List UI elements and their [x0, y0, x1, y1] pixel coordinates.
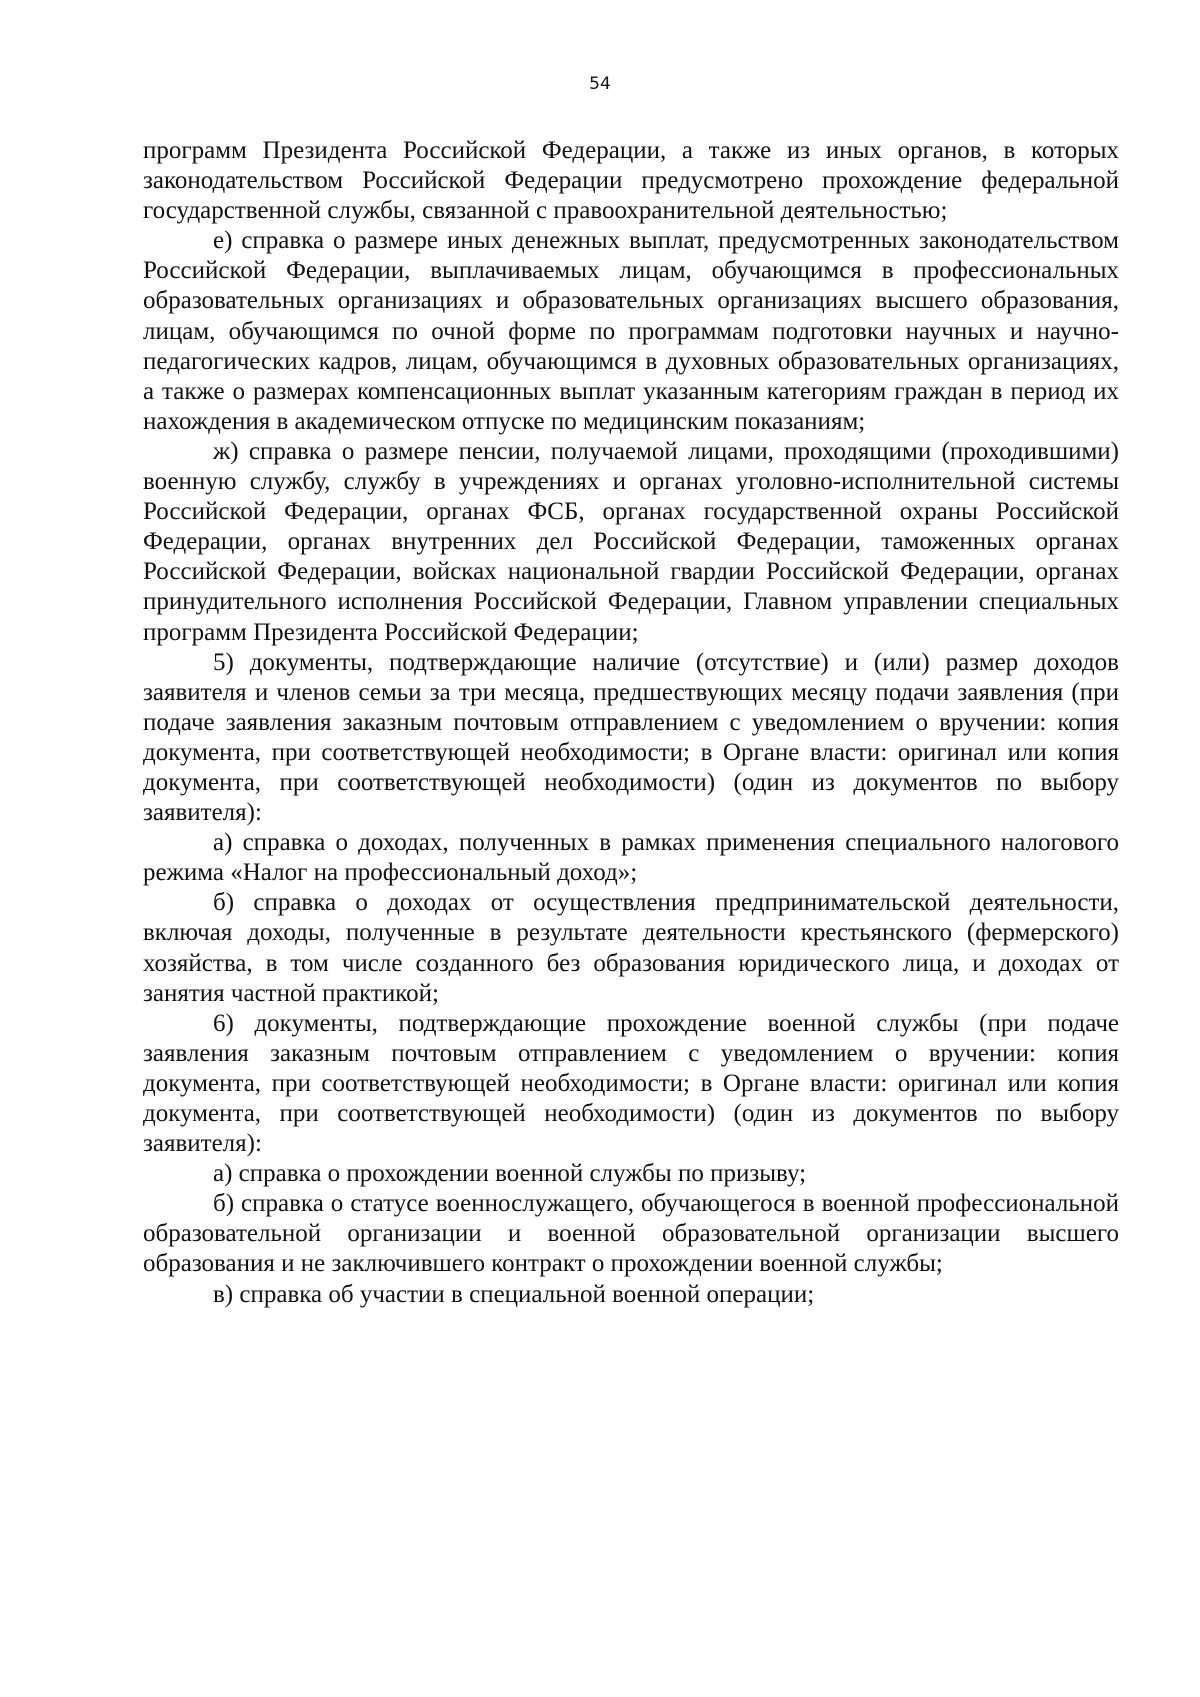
paragraph-continuation: программ Президента Российской Федерации, а также из иных органов, в которых законодательством Российской Федерации предусмотрено прохождение федеральной государственной службы, связанной с правоохранительной деятельностью;: [143, 137, 1119, 225]
paragraph-item-6v: в) справка об участии в специальной военной операции;: [213, 1280, 815, 1308]
paragraph-item-6a: а) справка о прохождении военной службы по призыву;: [213, 1160, 807, 1188]
paragraph-item-e: е) справка о размере иных денежных выплат, предусмотренных законодательством Российской Федерации, выплачиваемых лицам, обучающимся в профессиональных образовательных организациях и образовательных организациях высшего образования, лицам, обучающимся по очной форме по программам подготовки научных и научно-педагогических кадров, лицам, обучающимся в духовных образовательных организациях, а также о размерах компенсационных выплат указанным категориям граждан в период их нахождения в академическом отпуске по медицинским показаниям;: [143, 227, 1119, 435]
document-body: [143, 136, 1119, 1310]
page-number: 54: [589, 74, 611, 94]
paragraph-item-6: 6) документы, подтверждающие прохождение военной службы (при подаче заявления заказным почтовым отправлением с уведомлением о вручении: копия документа, при соответствующей необходимости; в Органе власти: оригинал или копия документа, при соответствующей необходимости) (один из документов по выбору заявителя):: [143, 1009, 1119, 1158]
paragraph-item-5b: б) справка о доходах от осуществления предпринимательской деятельности, включая доходы, полученные в результате деятельности крестьянского (фермерского) хозяйства, в том числе созданного без образования юридического лица, и доходах от занятия частной практикой;: [143, 889, 1119, 1007]
paragraph-item-6b: б) справка о статусе военнослужащего, обучающегося в военной профессиональной образовательной организации и военной образовательной организации высшего образования и не заключившего контракт о прохождении военной службы;: [143, 1190, 1119, 1278]
paragraph-item-zh: ж) справка о размере пенсии, получаемой лицами, проходящими (проходившими) военную службу, службу в учреждениях и органах уголовно-исполнительной системы Российской Федерации, органах ФСБ, органах государственной охраны Российской Федерации, органах внутренних дел Российской Федерации, таможенных органах Российской Федерации, войсках национальной гвардии Российской Федерации, органах принудительного исполнения Российской Федерации, Главном управлении специальных программ Президента Российской Федерации;: [143, 437, 1119, 646]
paragraph-item-5: 5) документы, подтверждающие наличие (отсутствие) и (или) размер доходов заявителя и членов семьи за три месяца, предшествующих месяцу подачи заявления (при подаче заявления заказным почтовым отправлением с уведомлением о вручении: копия документа, при соответствующей необходимости; в Органе власти: оригинал или копия документа, при соответствующей необходимости) (один из документов по выбору заявителя):: [143, 648, 1119, 827]
paragraph-item-5a: а) справка о доходах, полученных в рамках применения специального налогового режима «Налог на профессиональный доход»;: [143, 829, 1119, 887]
